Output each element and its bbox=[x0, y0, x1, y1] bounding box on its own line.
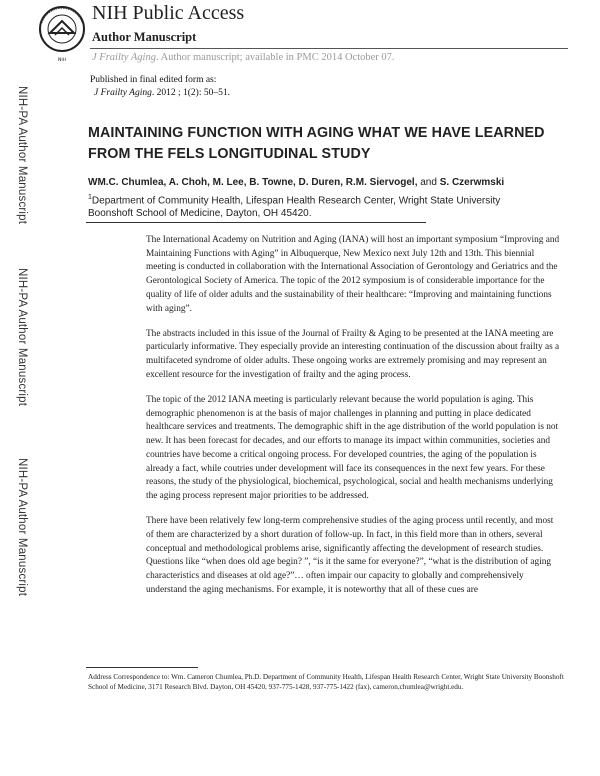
article-body bbox=[146, 234, 560, 609]
paragraph: The topic of the 2012 IANA meeting is particularly relevant because the world population is aging. This demographic phenomenon is at the basis of major challenges in planning and putting in place dedicated healthcare services and treatments. The demographic shift in the age distribution of the world population is not new. It has been forecast for decades, and our efforts to manage its impact within communities, societies and countries have become a critical ongoing process. For developed countries, the aging of the population is already a fact, while coutries under development will face its consequences in the next few years. For these reasons, the study of the physiological, biochemical, psychological, social and health mechanisms underlying the aging process represent major priorities to be addressed. bbox=[146, 395, 559, 501]
availability-text: . Author manuscript; available in PMC 2014 October 07. bbox=[155, 52, 395, 63]
article-title: MAINTAINING FUNCTION WITH AGING WHAT WE HAVE LEARNED FROM THE FELS LONGITUDINAL STUDY bbox=[88, 125, 545, 162]
author-list bbox=[88, 177, 558, 188]
publication-info bbox=[90, 74, 230, 99]
nih-seal-logo bbox=[38, 5, 86, 67]
paragraph: There have been relatively few long-term comprehensive studies of the aging process until recently, and most of them are characterized by a short duration of follow-up. In fact, in this field more than in others, several conceptual and methodological problems arise, significantly affecting the development of research studies. Questions like “when does old age begin? ”, “is it the same for everyone?”, “what is the distribution of aging characteristics and diseases at old age?”… often impair our capacity to globally and comprehensively understand the aging mechanisms. For example, it is noteworthy that all of these cues are bbox=[146, 516, 554, 595]
authors-last: S. Czerwmski bbox=[439, 177, 505, 188]
paragraph: The International Academy on Nutrition and Aging (IANA) will host an important symposium “Improving and Maintaining Functions with Aging” in Albuquerque, New Mexico next July 12th and 13th. This biennial meeting is conducted in collaboration with the International Association of Gerontology and Geriatrics and the Gerontological Society of America. The topic of the 2012 symposium is of considerable importance for the quality of life of older adults and the sustainability of their healthcare: “Improving and maintaining functions with aging”. bbox=[146, 235, 560, 314]
paragraph: The abstracts included in this issue of the Journal of Frailty & Aging to be presented at the IANA meeting are particularly informative. They especially provide an interesting continuation of the discussion about frailty as a multifaceted syndrome of older adults. These ongoing works are extremely promising and may represent an excellent resource for the investigation of frailty and the aging process. bbox=[146, 328, 560, 380]
author-manuscript-label: Author Manuscript bbox=[92, 30, 197, 44]
side-label-top: NIH-PA Author Manuscript bbox=[16, 86, 28, 225]
authors-main: WM.C. Chumlea, A. Choh, M. Lee, B. Towne, D. Duren, R.M. Siervogel, bbox=[88, 177, 418, 188]
svg-text:NIH: NIH bbox=[57, 58, 67, 63]
affiliation-divider bbox=[86, 222, 426, 223]
availability-journal: J Frailty Aging bbox=[92, 52, 156, 63]
nih-public-access-title: NIH Public Access bbox=[92, 2, 245, 24]
side-label-middle: NIH-PA Author Manuscript bbox=[16, 268, 28, 407]
citation-line bbox=[90, 87, 230, 100]
citation-journal: J Frailty Aging bbox=[94, 87, 152, 98]
footnote-divider bbox=[86, 667, 198, 668]
authors-and: and bbox=[417, 177, 440, 188]
published-line: Published in final edited form as: bbox=[90, 75, 217, 85]
citation-detail: . 2012 ; 1(2): 50–51. bbox=[151, 87, 230, 98]
affiliation-text: Department of Community Health, Lifespan Health Research Center, Wright State University Boonshoft School of Medicine, Dayton, OH 45420. bbox=[88, 195, 501, 220]
correspondence-footnote: Address Correspondence to: Wm. Cameron Chumlea, Ph.D. Department of Community Health, Lifespan Health Research Center, Wright State University Boonshoft School of Medicine, 3171 Research Blvd. Dayton, OH 45420, 937-775-1428, 937-775-1422 (fax), cameron.chumlea@wright.edu. bbox=[88, 673, 564, 691]
affiliation bbox=[88, 191, 548, 220]
header-divider bbox=[90, 48, 568, 49]
availability-line bbox=[92, 52, 395, 63]
side-label-bottom: NIH-PA Author Manuscript bbox=[16, 458, 28, 597]
affiliation-marker: 1 bbox=[88, 194, 92, 201]
